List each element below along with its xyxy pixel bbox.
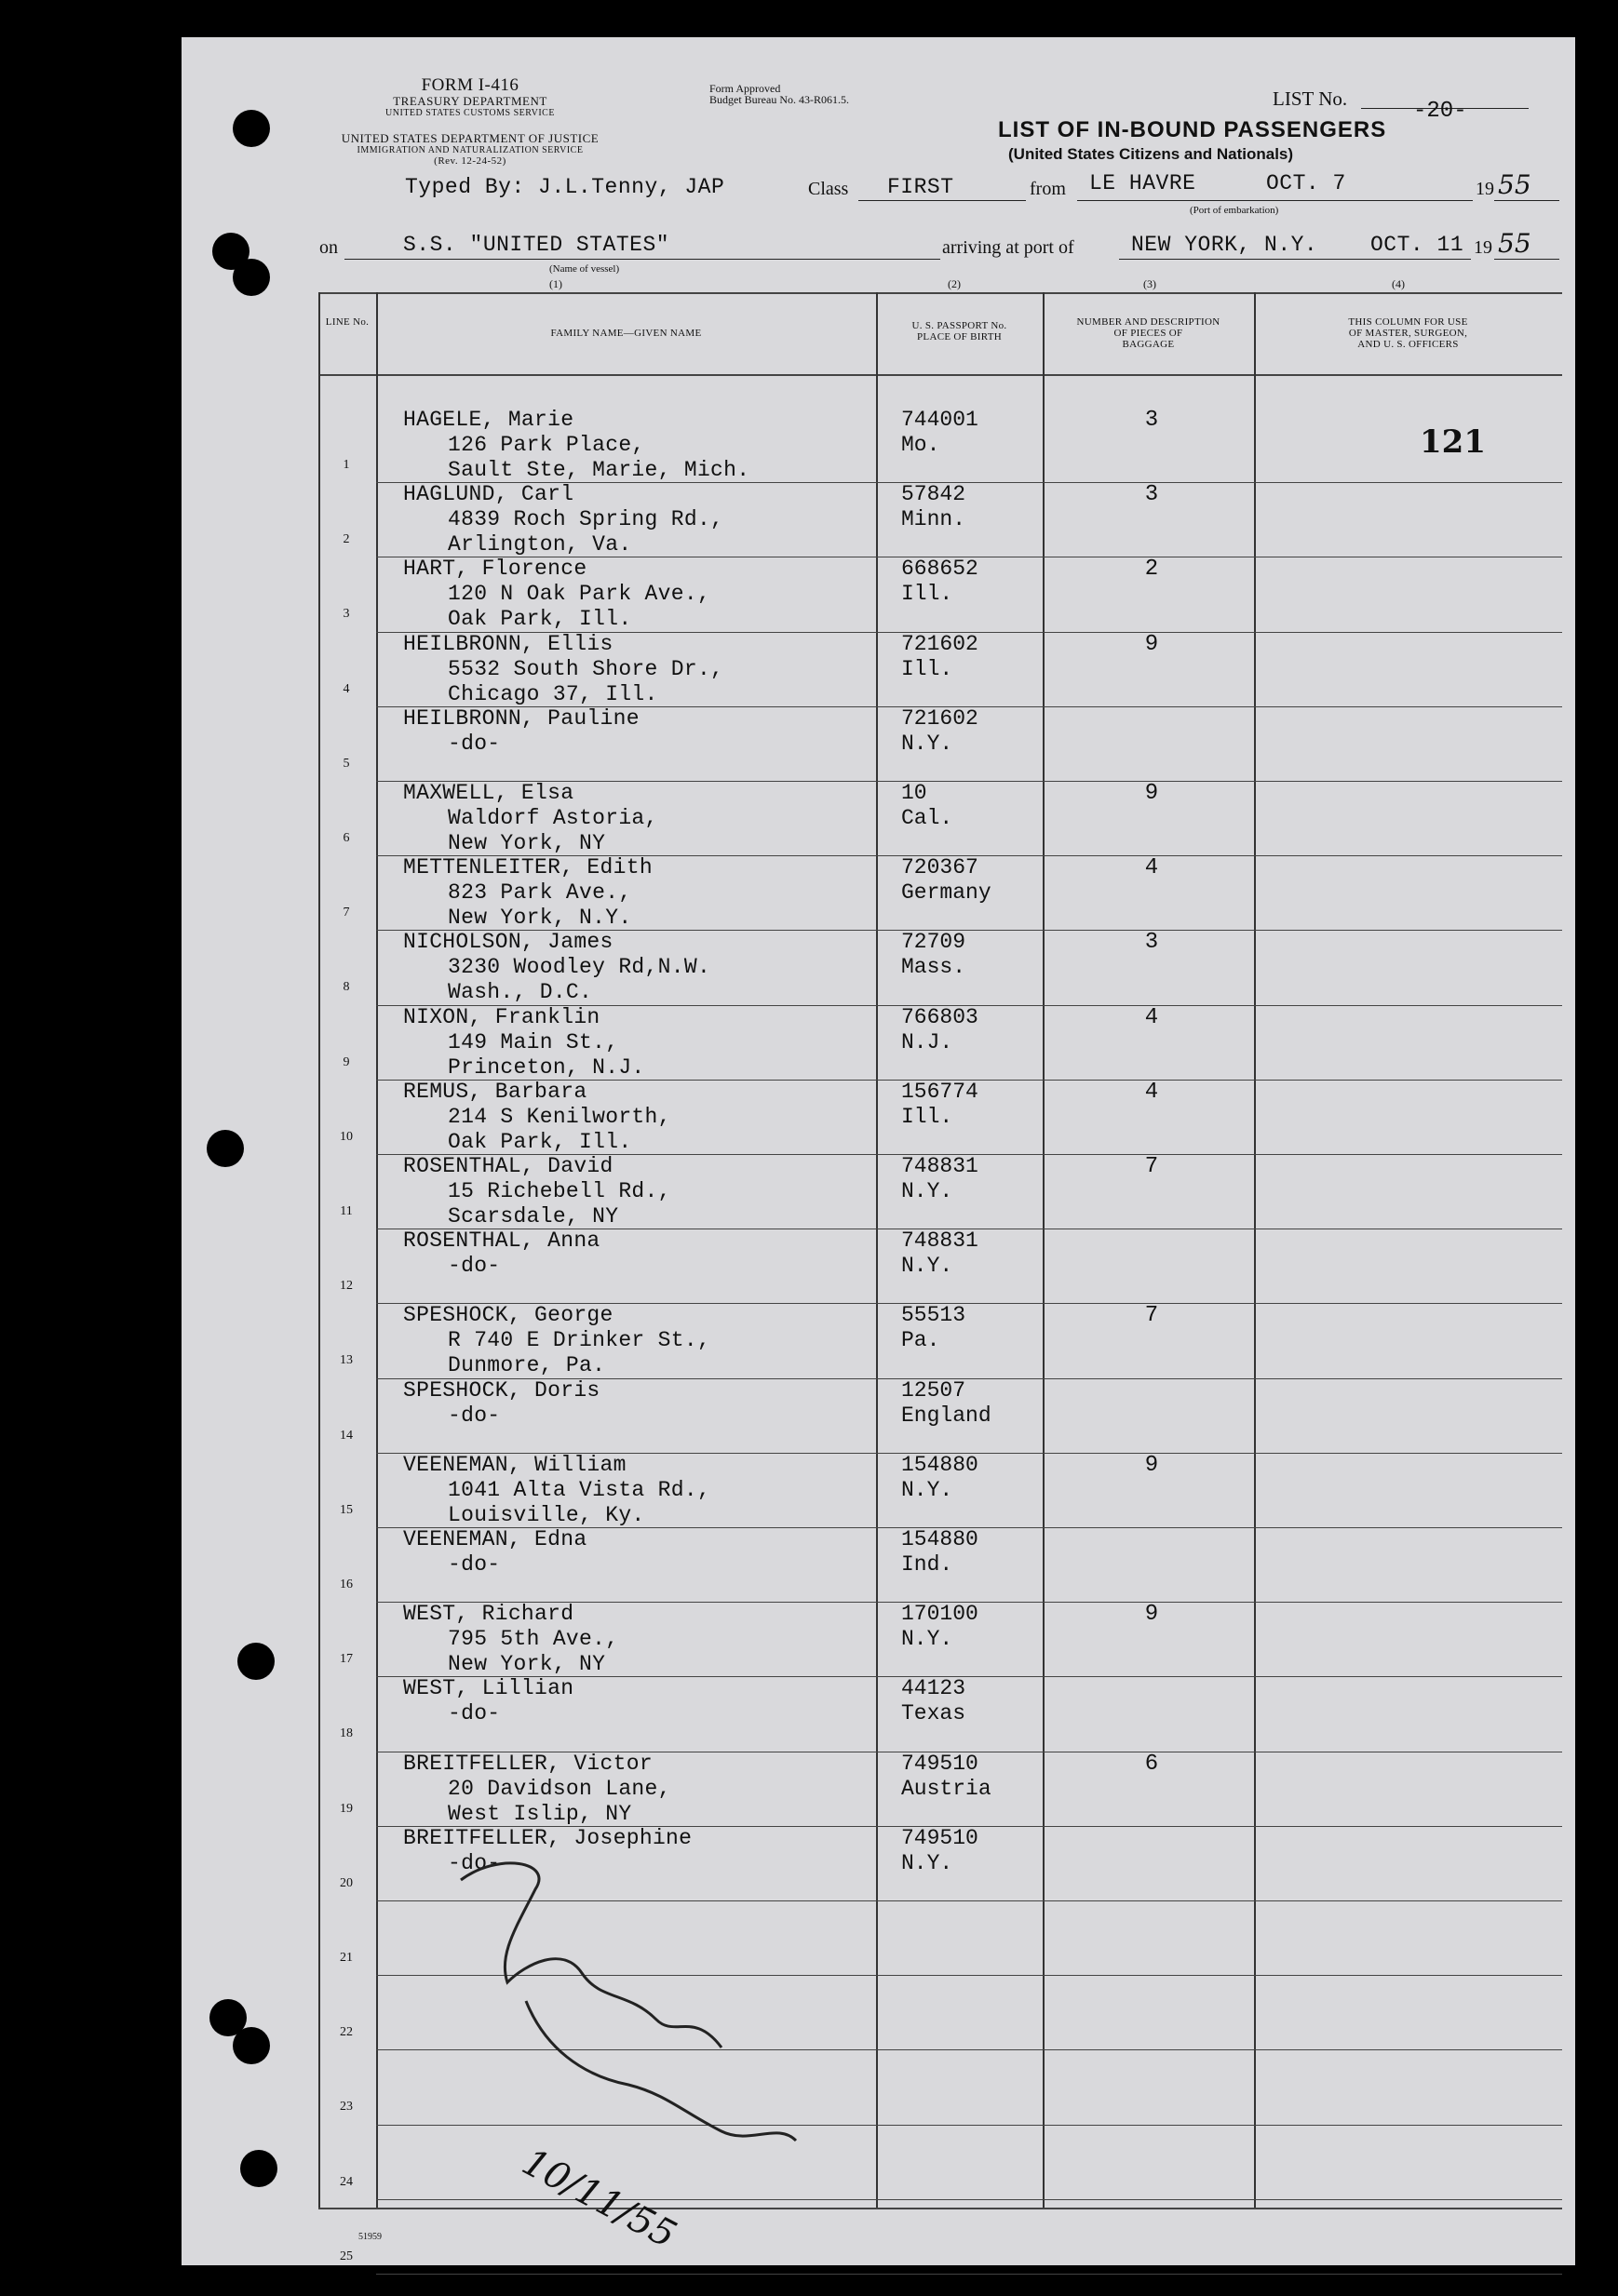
passport-number: 170100 xyxy=(901,1602,978,1626)
passenger-entry xyxy=(403,1527,587,1578)
officer-annotation: 121 xyxy=(1420,423,1486,461)
passenger-entry xyxy=(403,706,640,757)
passenger-entry xyxy=(403,855,653,931)
line-number: 11 xyxy=(340,1204,353,1218)
line-number: 8 xyxy=(343,980,350,994)
col-head-passport: U. S. PASSPORT No. xyxy=(911,320,1007,331)
passport-cell xyxy=(901,632,978,682)
passenger-address: 126 Park Place, xyxy=(448,433,645,457)
place-of-birth: Pa. xyxy=(901,1328,940,1352)
passport-cell xyxy=(901,1378,991,1429)
passport-cell xyxy=(901,706,978,757)
embarkation-year: 55 xyxy=(1498,169,1531,200)
vessel-name: S.S. "UNITED STATES" xyxy=(403,233,670,257)
col-num-2: (2) xyxy=(948,277,961,290)
baggage-count: 3 xyxy=(1144,482,1159,507)
passport-cell xyxy=(901,855,991,906)
vessel-note: (Name of vessel) xyxy=(549,263,620,275)
passport-number: 154880 xyxy=(901,1453,978,1477)
arrival-year: 55 xyxy=(1498,228,1531,259)
passenger-entry xyxy=(403,482,723,557)
baggage-count: 2 xyxy=(1144,557,1159,582)
passport-cell xyxy=(901,930,965,980)
class-label: Class xyxy=(808,179,849,199)
from-label: from xyxy=(1030,179,1066,199)
budget-bureau: Budget Bureau No. 43-R061.5. xyxy=(709,93,849,106)
passport-cell xyxy=(901,557,978,607)
line-number: 5 xyxy=(343,757,350,771)
baggage-count: 4 xyxy=(1144,855,1159,880)
passport-number: 72709 xyxy=(901,930,966,954)
passenger-address: -do- xyxy=(448,1254,501,1278)
passport-cell xyxy=(901,1676,965,1726)
line-number: 23 xyxy=(340,2100,353,2114)
line-number: 22 xyxy=(340,2025,353,2039)
form-approved: Form Approved xyxy=(709,82,781,95)
line-number: 1 xyxy=(343,458,350,472)
embarkation-date: OCT. 7 xyxy=(1266,171,1346,195)
class-value: FIRST xyxy=(887,175,954,199)
form-number: FORM I-416 xyxy=(421,75,519,95)
line-number: 3 xyxy=(343,607,350,621)
arrival-date: OCT. 11 xyxy=(1370,233,1464,257)
line-number: 15 xyxy=(340,1503,353,1517)
col-head-name: FAMILY NAME—GIVEN NAME xyxy=(550,328,702,339)
baggage-count: 3 xyxy=(1144,930,1159,955)
passenger-name: WEST, Lillian xyxy=(403,1676,574,1700)
passenger-address: 1041 Alta Vista Rd., xyxy=(448,1478,711,1502)
passport-number: 55513 xyxy=(901,1303,966,1327)
passenger-address: -do- xyxy=(448,1552,501,1577)
col-head-officers-1: THIS COLUMN FOR USE xyxy=(1348,316,1468,328)
binder-hole xyxy=(233,110,270,147)
passport-number: 721602 xyxy=(901,706,978,731)
typed-by: Typed By: J.L.Tenny, JAP xyxy=(405,175,725,199)
col-head-baggage-1: NUMBER AND DESCRIPTION xyxy=(1076,316,1220,328)
passenger-address: Oak Park, Ill. xyxy=(448,1130,632,1154)
line-number: 18 xyxy=(340,1726,353,1740)
passenger-address: Sault Ste, Marie, Mich. xyxy=(448,458,750,482)
list-no-label: LIST No. xyxy=(1273,87,1348,110)
passenger-address: Wash., D.C. xyxy=(448,980,593,1004)
list-number: -20- xyxy=(1413,99,1467,124)
page-title: LIST OF IN-BOUND PASSENGERS xyxy=(998,117,1387,142)
passenger-address: 120 N Oak Park Ave., xyxy=(448,582,711,606)
passenger-address: -do- xyxy=(448,732,501,756)
passenger-address: New York, N.Y. xyxy=(448,906,632,930)
year-prefix: 19 xyxy=(1476,179,1494,199)
baggage-count: 4 xyxy=(1144,1080,1159,1105)
passenger-name: ROSENTHAL, David xyxy=(403,1154,613,1178)
footer-code: 51959 xyxy=(358,2232,382,2242)
passenger-name: VEENEMAN, Edna xyxy=(403,1527,587,1551)
passenger-name: REMUS, Barbara xyxy=(403,1080,587,1104)
passenger-address: West Islip, NY xyxy=(448,1802,632,1826)
passenger-name: NIXON, Franklin xyxy=(403,1005,600,1029)
place-of-birth: Mass. xyxy=(901,955,966,979)
passport-number: 744001 xyxy=(901,408,978,432)
passenger-address: New York, NY xyxy=(448,831,606,855)
passenger-entry xyxy=(403,1005,645,1081)
passenger-entry xyxy=(403,1453,710,1528)
passport-number: 12507 xyxy=(901,1378,966,1403)
place-of-birth: N.Y. xyxy=(901,1478,953,1502)
binder-hole xyxy=(233,259,270,296)
passenger-entry xyxy=(403,1602,618,1677)
line-number: 21 xyxy=(340,1951,353,1965)
passenger-name: NICHOLSON, James xyxy=(403,930,613,954)
signature-date: 10/11/55 xyxy=(515,2141,683,2257)
passenger-name: WEST, Richard xyxy=(403,1602,574,1626)
passenger-entry xyxy=(403,1154,671,1229)
binder-hole xyxy=(240,2150,277,2187)
passenger-address: 149 Main St., xyxy=(448,1030,619,1054)
col-head-officers-3: AND U. S. OFFICERS xyxy=(1357,339,1459,350)
passport-cell xyxy=(901,1602,978,1652)
place-of-birth: Mo. xyxy=(901,433,940,457)
form-sheet xyxy=(182,37,1575,2265)
passport-number: 720367 xyxy=(901,855,978,879)
page-subtitle: (United States Citizens and Nationals) xyxy=(1008,145,1294,163)
passenger-entry xyxy=(403,781,658,856)
port-of-embarkation: LE HAVRE xyxy=(1089,171,1196,195)
passenger-name: HAGLUND, Carl xyxy=(403,482,574,506)
passenger-entry xyxy=(403,1752,671,1827)
passenger-name: MAXWELL, Elsa xyxy=(403,781,574,805)
passenger-entry xyxy=(403,1676,573,1726)
passport-cell xyxy=(901,1080,978,1130)
line-number: 25 xyxy=(340,2249,353,2263)
port-embark-note: (Port of embarkation) xyxy=(1190,205,1279,216)
dept-treasury: TREASURY DEPARTMENT xyxy=(393,94,547,108)
baggage-count: 4 xyxy=(1144,1005,1159,1030)
passenger-address: -do- xyxy=(448,1851,501,1875)
baggage-count: 9 xyxy=(1144,632,1159,657)
line-number: 10 xyxy=(340,1130,353,1144)
passenger-name: HEILBRONN, Ellis xyxy=(403,632,613,656)
passenger-address: Waldorf Astoria, xyxy=(448,806,658,830)
place-of-birth: N.Y. xyxy=(901,1627,953,1651)
passenger-name: BREITFELLER, Josephine xyxy=(403,1826,693,1850)
passenger-name: SPESHOCK, Doris xyxy=(403,1378,600,1403)
line-number: 13 xyxy=(340,1353,353,1367)
passport-number: 748831 xyxy=(901,1154,978,1178)
passenger-entry xyxy=(403,1229,600,1279)
place-of-birth: Ill. xyxy=(901,582,953,606)
passenger-name: HEILBRONN, Pauline xyxy=(403,706,640,731)
line-number: 24 xyxy=(340,2175,353,2189)
passport-number: 156774 xyxy=(901,1080,978,1104)
passport-cell xyxy=(901,1752,991,1802)
passport-number: 57842 xyxy=(901,482,966,506)
passport-number: 748831 xyxy=(901,1229,978,1253)
place-of-birth: Cal. xyxy=(901,806,953,830)
passenger-address: -do- xyxy=(448,1701,501,1725)
place-of-birth: N.Y. xyxy=(901,1179,953,1203)
passenger-address: Oak Park, Ill. xyxy=(448,607,632,631)
place-of-birth: Ill. xyxy=(901,1105,953,1129)
dept-immigration: IMMIGRATION AND NATURALIZATION SERVICE xyxy=(357,145,584,155)
passenger-entry xyxy=(403,557,710,632)
passport-cell xyxy=(901,1154,978,1204)
baggage-count: 9 xyxy=(1144,1453,1159,1478)
baggage-count: 9 xyxy=(1144,1602,1159,1627)
dept-customs: UNITED STATES CUSTOMS SERVICE xyxy=(385,108,555,118)
place-of-birth: Texas xyxy=(901,1701,966,1725)
passenger-name: ROSENTHAL, Anna xyxy=(403,1229,600,1253)
place-of-birth: Austria xyxy=(901,1777,991,1801)
passenger-entry xyxy=(403,1080,671,1155)
arriving-label: arriving at port of xyxy=(942,237,1074,258)
line-number: 4 xyxy=(343,682,350,696)
passport-number: 749510 xyxy=(901,1826,978,1850)
baggage-count: 3 xyxy=(1144,408,1159,433)
arrival-year-prefix: 19 xyxy=(1474,237,1492,258)
baggage-count: 9 xyxy=(1144,781,1159,806)
arrival-port: NEW YORK, N.Y. xyxy=(1131,233,1318,257)
passport-cell xyxy=(901,1303,965,1353)
place-of-birth: Germany xyxy=(901,880,991,905)
place-of-birth: N.J. xyxy=(901,1030,953,1054)
passenger-entry xyxy=(403,930,710,1005)
baggage-count: 7 xyxy=(1144,1154,1159,1179)
line-number: 2 xyxy=(343,532,350,546)
on-label: on xyxy=(319,237,338,258)
place-of-birth: Ill. xyxy=(901,657,953,681)
passenger-name: SPESHOCK, George xyxy=(403,1303,613,1327)
passport-number: 154880 xyxy=(901,1527,978,1551)
line-number: 16 xyxy=(340,1578,353,1591)
col-head-birthplace: PLACE OF BIRTH xyxy=(917,331,1002,342)
col-num-3: (3) xyxy=(1143,277,1156,290)
passport-cell xyxy=(901,482,965,532)
passenger-name: BREITFELLER, Victor xyxy=(403,1752,653,1776)
col-num-4: (4) xyxy=(1392,277,1405,290)
place-of-birth: N.Y. xyxy=(901,732,953,756)
col-head-officers-2: OF MASTER, SURGEON, xyxy=(1348,328,1468,339)
passenger-address: 3230 Woodley Rd,N.W. xyxy=(448,955,711,979)
col-head-line-no: LINE No. xyxy=(325,316,370,328)
binder-hole xyxy=(233,2027,270,2064)
passenger-address: R 740 E Drinker St., xyxy=(448,1328,711,1352)
passenger-address: Louisville, Ky. xyxy=(448,1503,645,1527)
binder-hole xyxy=(237,1643,275,1680)
passport-number: 668652 xyxy=(901,557,978,581)
passenger-name: VEENEMAN, William xyxy=(403,1453,627,1477)
passport-cell xyxy=(901,1229,978,1279)
line-number: 20 xyxy=(340,1876,353,1890)
passenger-address: 5532 South Shore Dr., xyxy=(448,657,724,681)
passenger-name: HAGELE, Marie xyxy=(403,408,574,432)
passenger-name: METTENLEITER, Edith xyxy=(403,855,653,879)
passport-number: 44123 xyxy=(901,1676,966,1700)
line-number: 17 xyxy=(340,1652,353,1666)
baggage-count: 7 xyxy=(1144,1303,1159,1328)
line-number: 9 xyxy=(343,1055,350,1069)
passenger-address: Princeton, N.J. xyxy=(448,1055,645,1080)
passenger-entry xyxy=(403,632,723,707)
place-of-birth: Ind. xyxy=(901,1552,953,1577)
place-of-birth: N.Y. xyxy=(901,1254,953,1278)
col-head-baggage-2: OF PIECES OF xyxy=(1113,328,1183,339)
passport-cell xyxy=(901,408,978,458)
line-number: 7 xyxy=(343,906,350,920)
passport-cell xyxy=(901,1826,978,1876)
line-number: 14 xyxy=(340,1429,353,1443)
passenger-address: Chicago 37, Ill. xyxy=(448,682,658,706)
line-number: 6 xyxy=(343,831,350,845)
passenger-address: -do- xyxy=(448,1403,501,1428)
passenger-entry xyxy=(403,1303,710,1378)
line-number: 12 xyxy=(340,1279,353,1293)
passport-number: 10 xyxy=(901,781,927,805)
baggage-count: 6 xyxy=(1144,1752,1159,1777)
passenger-address: New York, NY xyxy=(448,1652,606,1676)
signature-scrawl xyxy=(442,1833,852,2252)
col-num-1: (1) xyxy=(549,277,562,290)
line-number: 19 xyxy=(340,1802,353,1816)
place-of-birth: Minn. xyxy=(901,507,966,531)
col-head-baggage-3: BAGGAGE xyxy=(1122,339,1175,350)
passport-cell xyxy=(901,1453,978,1503)
passenger-address: Arlington, Va. xyxy=(448,532,632,557)
place-of-birth: N.Y. xyxy=(901,1851,953,1875)
revision-date: (Rev. 12-24-52) xyxy=(434,155,506,167)
passenger-entry xyxy=(403,408,749,483)
passenger-address: 795 5th Ave., xyxy=(448,1627,619,1651)
passenger-address: Dunmore, Pa. xyxy=(448,1353,606,1377)
passenger-address: 214 S Kenilworth, xyxy=(448,1105,671,1129)
passenger-address: 20 Davidson Lane, xyxy=(448,1777,671,1801)
passenger-address: 4839 Roch Spring Rd., xyxy=(448,507,724,531)
place-of-birth: England xyxy=(901,1403,991,1428)
passenger-address: 15 Richebell Rd., xyxy=(448,1179,671,1203)
passport-number: 721602 xyxy=(901,632,978,656)
passenger-name: HART, Florence xyxy=(403,557,587,581)
passenger-address: 823 Park Ave., xyxy=(448,880,632,905)
passport-number: 749510 xyxy=(901,1752,978,1776)
dept-justice: UNITED STATES DEPARTMENT OF JUSTICE xyxy=(341,131,600,145)
binder-hole xyxy=(207,1130,244,1167)
passenger-address: Scarsdale, NY xyxy=(448,1204,619,1229)
passenger-entry xyxy=(403,1378,600,1429)
passport-cell xyxy=(901,1527,978,1578)
passport-cell xyxy=(901,1005,978,1055)
passport-number: 766803 xyxy=(901,1005,978,1029)
passport-cell xyxy=(901,781,952,831)
